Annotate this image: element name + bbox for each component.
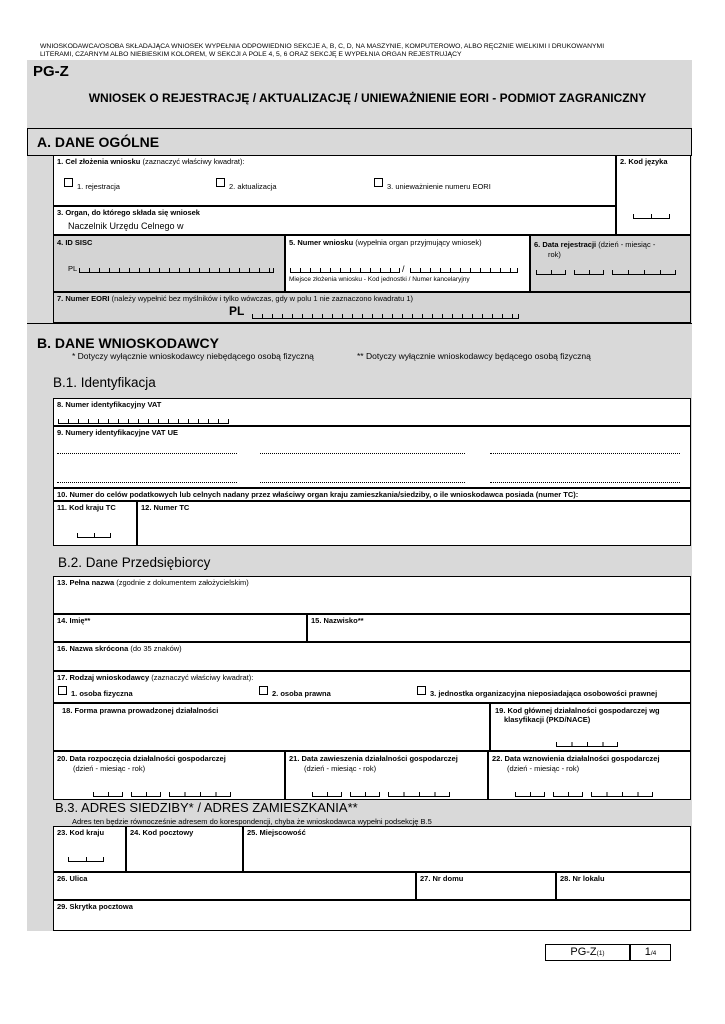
field-6-hint: rok) bbox=[548, 250, 561, 259]
suspension-date-year[interactable] bbox=[388, 792, 450, 797]
field-5-label: 5. Numer wniosku (wypełnia organ przyjmujący wniosek) bbox=[289, 238, 482, 247]
resumption-date-month[interactable] bbox=[553, 792, 583, 797]
field-18-label: 18. Forma prawna prowadzonej działalności bbox=[62, 706, 219, 715]
field-5-subcaption: Miejsce złożenia wniosku - Kod jednostki / Numer kancelaryjny bbox=[289, 276, 470, 283]
field-12-box bbox=[137, 501, 691, 546]
field-19-label-2: klasyfikacji (PKD/NACE) bbox=[504, 715, 591, 724]
footer-form-code-box bbox=[545, 944, 630, 961]
field-28-label: 28. Nr lokalu bbox=[560, 874, 605, 883]
field-8-label: 8. Numer identyfikacyjny VAT bbox=[57, 400, 162, 409]
field-20-label: 20. Data rozpoczęcia działalności gospodarczej bbox=[57, 754, 226, 763]
field-6-label: 6. Data rejestracji (dzień - miesiąc - bbox=[534, 240, 656, 249]
id-sisc-input[interactable] bbox=[79, 268, 274, 273]
option-osoba-fizyczna: 1. osoba fizyczna bbox=[71, 689, 133, 698]
section-a-heading: A. DANE OGÓLNE bbox=[37, 134, 160, 150]
field-5-slash: / bbox=[402, 264, 405, 274]
form-code: PG-Z bbox=[33, 63, 69, 80]
option-rejestracja: 1. rejestracja bbox=[77, 182, 120, 191]
field-25-label: 25. Miejscowość bbox=[247, 828, 306, 837]
checkbox-osoba-prawna[interactable] bbox=[259, 686, 268, 695]
start-date-month[interactable] bbox=[131, 792, 161, 797]
eu-vat-input-1[interactable] bbox=[57, 453, 237, 454]
b3-heading: B.3. ADRES SIEDZIBY* / ADRES ZAMIESZKANIA** bbox=[55, 800, 358, 815]
option-jednostka: 3. jednostka organizacyjna nieposiadająca osobowości prawnej bbox=[430, 689, 658, 698]
field-11-label: 11. Kod kraju TC bbox=[57, 503, 116, 512]
field-26-label: 26. Ulica bbox=[57, 874, 88, 883]
option-osoba-prawna: 2. osoba prawna bbox=[272, 689, 331, 698]
field-12-label: 12. Numer TC bbox=[141, 503, 190, 512]
field-29-box bbox=[53, 900, 691, 931]
checkbox-jednostka[interactable] bbox=[417, 686, 426, 695]
field-21-label: 21. Data zawieszenia działalności gospodarczej bbox=[289, 754, 458, 763]
field-7-label: 7. Numer EORI (należy wypełnić bez myślników i tylko wówczas, gdy w polu 1 nie zaznaczono kwadratu 1) bbox=[57, 294, 413, 303]
field-20-hint: (dzień - miesiąc - rok) bbox=[73, 764, 146, 773]
field-4-label: 4. ID SISC bbox=[57, 238, 93, 247]
field-4-prefix: PL bbox=[68, 264, 78, 273]
field-1-label: 1. Cel złożenia wniosku (zaznaczyć właściwy kwadrat): bbox=[57, 157, 245, 166]
field-23-label: 23. Kod kraju bbox=[57, 828, 105, 837]
eu-vat-input-2[interactable] bbox=[260, 453, 465, 454]
resumption-date-year[interactable] bbox=[591, 792, 653, 797]
vat-number-input[interactable] bbox=[58, 419, 229, 424]
b2-heading: B.2. Dane Przedsiębiorcy bbox=[58, 555, 211, 570]
field-22-hint: (dzień - miesiąc - rok) bbox=[507, 764, 580, 773]
suspension-date-month[interactable] bbox=[350, 792, 380, 797]
eori-number-input[interactable] bbox=[252, 314, 519, 319]
instructions bbox=[40, 43, 690, 59]
application-number-input[interactable] bbox=[410, 268, 518, 273]
checkbox-osoba-fizyczna[interactable] bbox=[58, 686, 67, 695]
field-29-label: 29. Skrytka pocztowa bbox=[57, 902, 133, 911]
eu-vat-input-5[interactable] bbox=[260, 482, 465, 483]
footer-page-total: /4 bbox=[650, 950, 657, 957]
form-title: WNIOSEK O REJESTRACJĘ / AKTUALIZACJĘ / UNIEWAŻNIENIE EORI - PODMIOT ZAGRANICZNY bbox=[88, 91, 647, 105]
language-code-input[interactable] bbox=[633, 214, 670, 219]
section-b-note-2: ** Dotyczy wyłącznie wnioskodawcy będącego osobą fizyczną bbox=[357, 351, 591, 361]
field-27-label: 27. Nr domu bbox=[420, 874, 464, 883]
field-19-label-1: 19. Kod głównej działalności gospodarczej wg bbox=[495, 706, 660, 715]
instructions-line-2: LITERAMI, CZARNYM ALBO NIEBIESKIM KOLOREM, W SEKCJI A POLE 4, 5, 6 ORAZ SEKCJĘ E WYPEŁNIA ORGAN REJESTRUJĄCY bbox=[40, 51, 462, 58]
country-code-input[interactable] bbox=[68, 857, 104, 862]
checkbox-aktualizacja[interactable] bbox=[216, 178, 225, 187]
suspension-date-day[interactable] bbox=[312, 792, 342, 797]
registration-date-month[interactable] bbox=[574, 270, 604, 275]
field-21-hint: (dzień - miesiąc - rok) bbox=[304, 764, 377, 773]
field-7-prefix: PL bbox=[229, 304, 245, 318]
section-b-heading: B. DANE WNIOSKODAWCY bbox=[37, 335, 219, 351]
checkbox-uniewaznienie[interactable] bbox=[374, 178, 383, 187]
application-unit-code-input[interactable] bbox=[290, 268, 400, 273]
field-24-label: 24. Kod pocztowy bbox=[130, 828, 194, 837]
field-14-label: 14. Imię** bbox=[57, 616, 91, 625]
option-uniewaznienie: 3. unieważnienie numeru EORI bbox=[387, 182, 491, 191]
field-3-value: Naczelnik Urzędu Celnego w bbox=[68, 221, 184, 231]
resumption-date-day[interactable] bbox=[515, 792, 545, 797]
field-13-label: 13. Pełna nazwa (zgodnie z dokumentem założycielskim) bbox=[57, 578, 249, 587]
field-22-label: 22. Data wznowienia działalności gospodarczej bbox=[492, 754, 660, 763]
section-b-note-1: * Dotyczy wyłącznie wnioskodawcy niebędącego osobą fizyczną bbox=[72, 351, 314, 361]
instructions-line-1: WNIOSKODAWCA/OSOBA SKŁADAJĄCA WNIOSEK WYPEŁNIA ODPOWIEDNIO SEKCJE A, B, C, D, NA MASZYNIE, KOMPUTEROWO, ALBO RĘCZNIE WIELKIMI I DRUKOWANYMI bbox=[40, 43, 605, 50]
checkbox-rejestracja[interactable] bbox=[64, 178, 73, 187]
eu-vat-input-4[interactable] bbox=[57, 482, 237, 483]
b3-note: Adres ten będzie równocześnie adresem do korespondencji, chyba że wnioskodawca wypełni podsekcję B.5 bbox=[72, 817, 432, 826]
footer-page-number: 1 bbox=[644, 946, 651, 958]
footer-page-box bbox=[630, 944, 671, 961]
field-14-box bbox=[53, 614, 307, 642]
field-15-label: 15. Nazwisko** bbox=[311, 616, 364, 625]
field-9-label: 9. Numery identyfikacyjne VAT UE bbox=[57, 428, 179, 437]
field-26-box bbox=[53, 872, 416, 900]
start-date-day[interactable] bbox=[93, 792, 123, 797]
footer-version: (1) bbox=[596, 950, 605, 957]
eu-vat-input-6[interactable] bbox=[490, 482, 680, 483]
field-3-label: 3. Organ, do którego składa się wniosek bbox=[57, 208, 200, 217]
field-10-label: 10. Numer do celów podatkowych lub celnych nadany przez właściwy organ kraju zamieszkania/siedziby, o ile wnioskodawca posiada (numer TC): bbox=[57, 490, 579, 499]
start-date-year[interactable] bbox=[169, 792, 231, 797]
registration-date-day[interactable] bbox=[536, 270, 566, 275]
field-2-label: 2. Kod języka bbox=[620, 157, 668, 166]
option-aktualizacja: 2. aktualizacja bbox=[229, 182, 277, 191]
b1-heading: B.1. Identyfikacja bbox=[53, 375, 156, 390]
eu-vat-input-3[interactable] bbox=[490, 453, 680, 454]
footer-form-code: PG-Z bbox=[570, 946, 597, 958]
pkd-code-input[interactable] bbox=[556, 742, 618, 747]
registration-date-year[interactable] bbox=[612, 270, 676, 275]
field-15-box bbox=[307, 614, 691, 642]
tc-country-code-input[interactable] bbox=[77, 533, 111, 538]
field-17-label: 17. Rodzaj wnioskodawcy (zaznaczyć właściwy kwadrat): bbox=[57, 673, 254, 682]
field-25-box bbox=[243, 826, 691, 872]
field-16-label: 16. Nazwa skrócona (do 35 znaków) bbox=[57, 644, 182, 653]
field-2-box bbox=[616, 155, 691, 235]
